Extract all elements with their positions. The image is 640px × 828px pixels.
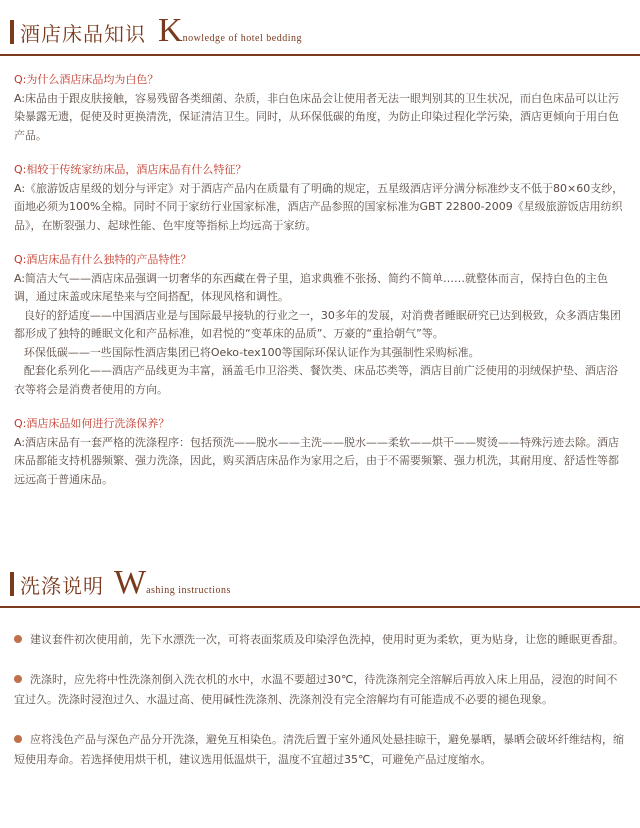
bullet-dot-icon bbox=[14, 675, 22, 683]
knowledge-faq bbox=[14, 71, 626, 505]
faq-item bbox=[14, 71, 626, 145]
washing-title-initial: W bbox=[114, 564, 147, 601]
washing-item-text: 洗涤时，应先将中性洗涤剂倒入洗衣机的水中，水温不要超过30℃，待洗涤剂完全溶解后再放入床上用品，浸泡的时间不宜过久。洗涤时浸泡过久、水温过高、使用碱性洗涤剂、洗涤剂没有完全溶解均有可能造成不必要的褪色现象。 bbox=[14, 673, 618, 706]
washing-title-rest: ashing instructions bbox=[146, 585, 231, 596]
faq-item bbox=[14, 161, 626, 235]
list-item bbox=[14, 630, 626, 650]
washing-title-en bbox=[114, 564, 231, 602]
faq-question: Q:酒店床品如何进行洗涤保养？ bbox=[14, 417, 170, 430]
section-marker-bar bbox=[10, 572, 14, 596]
faq-answer-paragraph: A:简洁大气——酒店床品强调一切奢华的东西藏在骨子里，追求典雅不张扬、简约不简单……就整体而言，保持白色的主色调，通过床盖或床尾垫来与空间搭配，体现风格和调性。 bbox=[14, 271, 609, 303]
washing-instructions bbox=[14, 630, 626, 770]
faq-question: Q:为什么酒店床品均为白色？ bbox=[14, 73, 159, 86]
faq-answer-paragraph: 良好的舒适度——中国酒店业是与国际最早接轨的行业之一，30多年的发展，对消费者睡眠研究已达到极致，众多酒店集团都形成了独特的睡眠文化和产品标准，如君悦的“变革床的品质”、万豪的“重拾朝气”等。 bbox=[14, 308, 621, 340]
faq-question: Q:酒店床品有什么独特的产品特性？ bbox=[14, 253, 192, 266]
faq-item bbox=[14, 415, 626, 489]
knowledge-title-rest: nowledge of hotel bedding bbox=[182, 33, 302, 44]
faq-answer-paragraph: 配套化系列化——酒店产品线更为丰富，涵盖毛巾卫浴类、餐饮类、床品芯类等，酒店目前广泛使用的羽绒保护垫、酒店浴衣等将会是消费者使用的方向。 bbox=[14, 364, 618, 396]
faq-answer bbox=[14, 434, 626, 490]
knowledge-title-cn: 酒店床品知识 bbox=[20, 22, 146, 46]
knowledge-section-header bbox=[0, 10, 640, 56]
faq-answer-paragraph: A:床品由于跟皮肤接触，容易残留各类细菌、杂质，非白色床品会让使用者无法一眼判别其的卫生状况，而白色床品可以让污染暴露无遗，促使及时更换清洗，保证清洁卫生。同时，从环保低碳的角度，为防止印染过程化学污染，酒店更倾向于用白色产品。 bbox=[14, 91, 620, 142]
list-item bbox=[14, 670, 626, 710]
faq-answer-paragraph: A:《旅游饭店星级的划分与评定》对于酒店产品内在质量有了明确的规定，五星级酒店评分满分标准纱支不低于80×60支纱，面地必须为100%全棉。同时不同于家纺行业国家标准，酒店产品参照的国家标准为GBT 22800-2009《星级旅游饭店用纺织品》，在断裂强力、起球性能、色牢度等指标上均远高于家纺。 bbox=[14, 181, 624, 232]
knowledge-title-en bbox=[158, 12, 302, 50]
washing-section-header bbox=[0, 562, 640, 608]
washing-title-cn: 洗涤说明 bbox=[20, 574, 104, 598]
faq-answer-paragraph: A:酒店床品有一套严格的洗涤程序：包括预洗——脱水——主洗——脱水——柔软——烘干——熨烫——特殊污迹去除。酒店床品都能支持机器频繁、强力洗涤，因此，购买酒店床品作为家用之后，由于不需要频繁、强力机洗，其耐用度、舒适性等都远远高于普通床品。 bbox=[14, 435, 620, 486]
washing-item-text: 应将浅色产品与深色产品分开洗涤，避免互相染色。清洗后置于室外通风处悬挂晾干，避免暴晒，暴晒会破坏纤维结构，缩短使用寿命。若选择使用烘干机，建议选用低温烘干，温度不宜超过35℃，可避免产品过度缩水。 bbox=[14, 733, 624, 766]
faq-answer-paragraph: 环保低碳——一些国际性酒店集团已将Oeko-tex100等国际环保认证作为其强制性采购标准。 bbox=[23, 345, 480, 359]
washing-item-text: 建议套件初次使用前，先下水漂洗一次，可将表面浆质及印染浮色洗掉，使用时更为柔软，更为贴身，让您的睡眠更香甜。 bbox=[30, 633, 624, 646]
bullet-dot-icon bbox=[14, 635, 22, 643]
section-marker-bar bbox=[10, 20, 14, 44]
faq-answer bbox=[14, 180, 626, 236]
faq-answer bbox=[14, 270, 626, 400]
bullet-dot-icon bbox=[14, 735, 22, 743]
list-item bbox=[14, 730, 626, 770]
faq-answer bbox=[14, 90, 626, 146]
faq-item bbox=[14, 251, 626, 399]
knowledge-title-initial: K bbox=[158, 12, 183, 49]
faq-question: Q:相较于传统家纺床品，酒店床品有什么特征？ bbox=[14, 163, 247, 176]
